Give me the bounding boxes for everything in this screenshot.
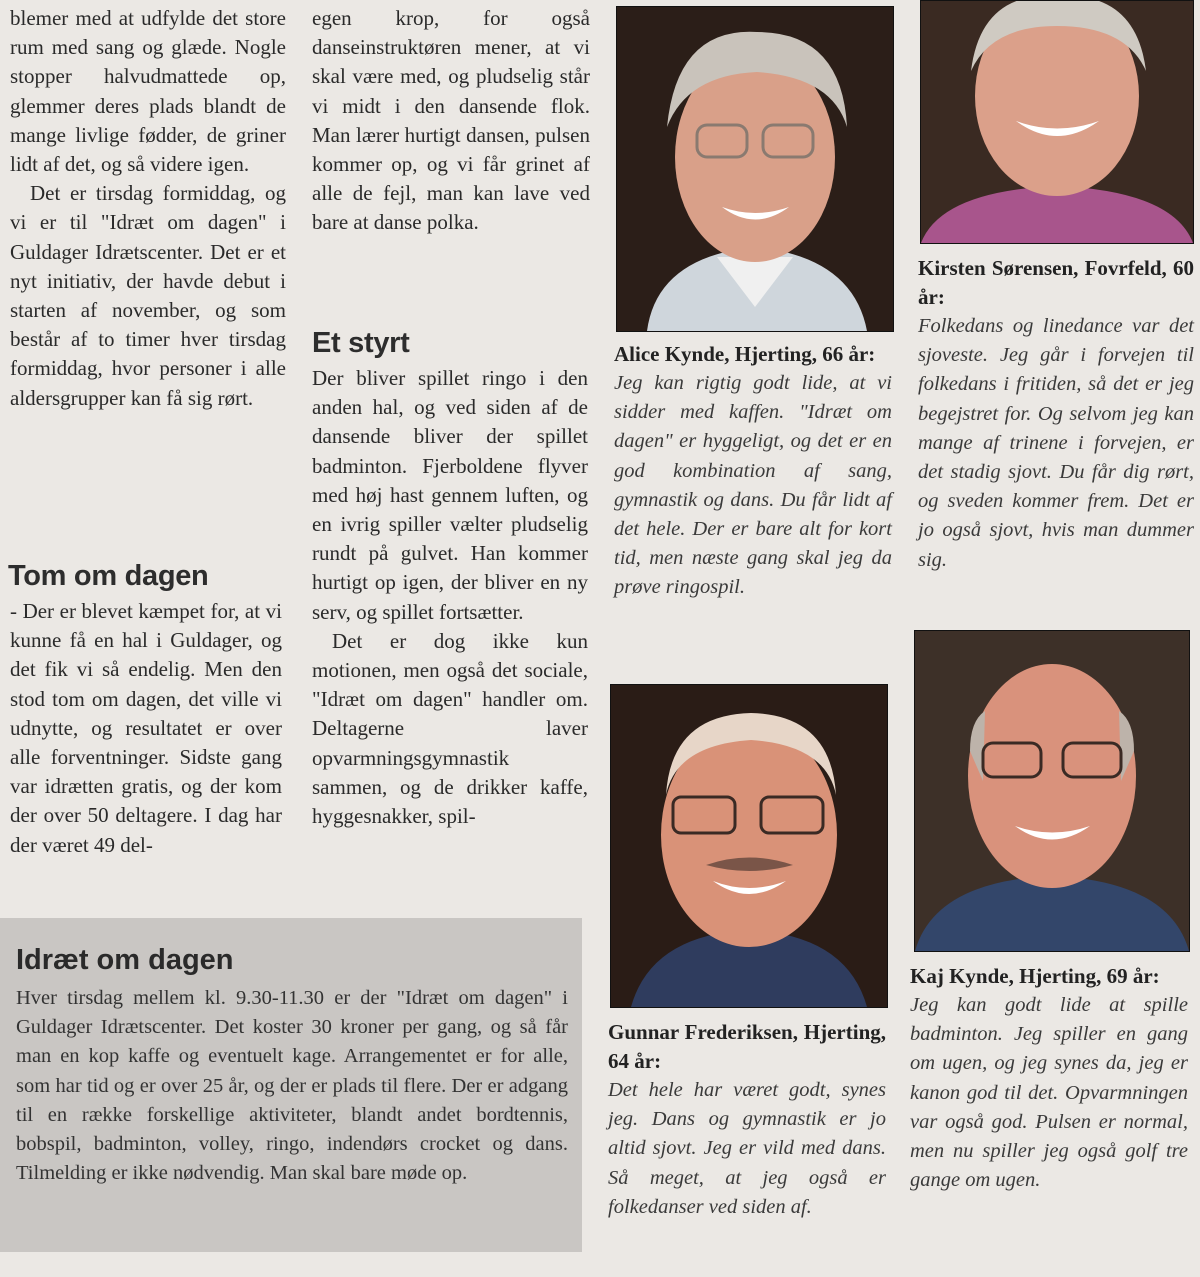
heading-tom-om-dagen: Tom om dagen: [8, 560, 209, 592]
col2-paragraph-1: egen krop, for også danseinstruktøren mener, at vi skal være med, og pludselig står vi midt i den dansende flok. Man lærer hurtigt dansen, pulsen kommer op, og vi får grinet af alle de fejl, man kan lave ved bare at danse polka.: [312, 6, 590, 235]
caption-quote-gunnar: Det hele har været godt, synes jeg. Dans og gymnastik er jo altid sjovt. Jeg er vild med dans. Så meget, at jeg også er folkedanser ved siden af.: [608, 1079, 886, 1218]
factbox-title: Idræt om dagen: [16, 944, 234, 976]
photo-kaj-kynde: [914, 630, 1190, 952]
caption-kirsten: [918, 254, 1194, 575]
article-column-2: [312, 4, 590, 238]
caption-gunnar: [608, 1018, 886, 1222]
caption-name-kaj: Kaj Kynde, Hjerting, 69 år:: [910, 964, 1160, 988]
caption-kaj: [910, 962, 1188, 1195]
caption-quote-kaj: Jeg kan godt lide at spille badminton. Jeg spiller en gang om ugen, og jeg synes da, jeg er kanon god til det. Opvarmningen var også god. Pulsen er normal, men nu spiller jeg også golf tre gange om ugen.: [910, 994, 1188, 1192]
caption-name-kirsten: Kirsten Sørensen, Fovrfeld, 60 år:: [918, 256, 1194, 309]
portrait-woman-glasses: [617, 7, 893, 331]
article-column-1-cont: [10, 597, 282, 860]
caption-quote-kirsten: Folkedans og linedance var det sjoveste. Jeg går i forvejen til folkedans i fritiden, så det er jeg begejstret for. Og selvom jeg kan mange af trinene i forvejen, er det stadig sjovt. Du får dig rørt, og sveden kommer frem. Det er jo også sjovt, hvis man dummer sig.: [918, 315, 1194, 571]
heading-et-styrt: Et styrt: [312, 327, 410, 359]
portrait-man-mustache: [611, 685, 887, 1007]
photo-gunnar-frederiksen: [610, 684, 888, 1008]
photo-alice-kynde: [616, 6, 894, 332]
photo-kirsten-sorensen: [920, 0, 1194, 244]
col2-paragraph-2: Der bliver spillet ringo i den anden hal, og ved siden af de dansende bliver der spillet badminton. Fjerboldene flyver med høj hast gennem luften, og en ivrig spiller vælter pludselig rundt på gulvet. Han kommer hurtigt op igen, der bliver en ny serv, og spillet fortsætter.: [312, 366, 588, 624]
col1-paragraph-1: blemer med at udfylde det store rum med sang og glæde. Nogle stopper halvudmattede op, glemmer deres plads blandt de mange livlige fødder, de griner lidt af det, og så videre igen.: [10, 6, 286, 177]
col2-paragraph-3: Det er dog ikke kun motionen, men også det sociale, "Idræt om dagen" handler om. Deltagerne laver opvarmningsgymnastik sammen, og de drikker kaffe, hyggesnakker, spil-: [312, 628, 588, 829]
portrait-woman-smiling: [921, 1, 1193, 243]
caption-quote-alice: Jeg kan rigtig godt lide, at vi sidder med kaffen. "Idræt om dagen" er hyggeligt, og det er en god kombination af sang, gymnastik og dans. Du får lidt af det hele. Der er bare alt for kort tid, men næste gang skal jeg da prøve ringospil.: [614, 372, 892, 599]
caption-name-alice: Alice Kynde, Hjerting, 66 år:: [614, 342, 876, 366]
caption-alice: [614, 340, 892, 603]
col1-paragraph-3: - Der er blevet kæmpet for, at vi kunne få en hal i Guldager, og det fik vi så endelig. Men den stod tom om dagen, det ville vi udnytte, og resultatet er over alle forventninger. Sidste gang var idrætten gratis, og der kom der over 50 deltagere. I dag har der været 49 del-: [10, 599, 282, 857]
caption-name-gunnar: Gunnar Frederiksen, Hjerting, 64 år:: [608, 1020, 886, 1073]
article-column-2-cont: [312, 364, 588, 831]
col1-paragraph-2: Det er tirsdag formiddag, og vi er til "Idræt om dagen" i Guldager Idrætscenter. Det er et nyt initiativ, der havde debut i starten af november, og som består af to timer hver tirsdag formiddag, hvor personer i alle aldersgrupper kan få sig rørt.: [10, 181, 286, 410]
factbox-body: Hver tirsdag mellem kl. 9.30-11.30 er der "Idræt om dagen" i Guldager Idrætscenter. Det koster 30 kroner per gang, og så får man en kop kaffe og eventuelt kage. Arrangementet er for alle, som har tid og er over 25 år, og der er plads til flere. Der er adgang til en række forskellige aktiviteter, blandt andet bordtennis, bobspil, badminton, volley, ringo, indendørs crocket og dans. Tilmelding er ikke nødvendig. Man skal bare møde op.: [16, 987, 568, 1185]
article-column-1: [10, 4, 286, 413]
portrait-man-glasses: [915, 631, 1189, 951]
